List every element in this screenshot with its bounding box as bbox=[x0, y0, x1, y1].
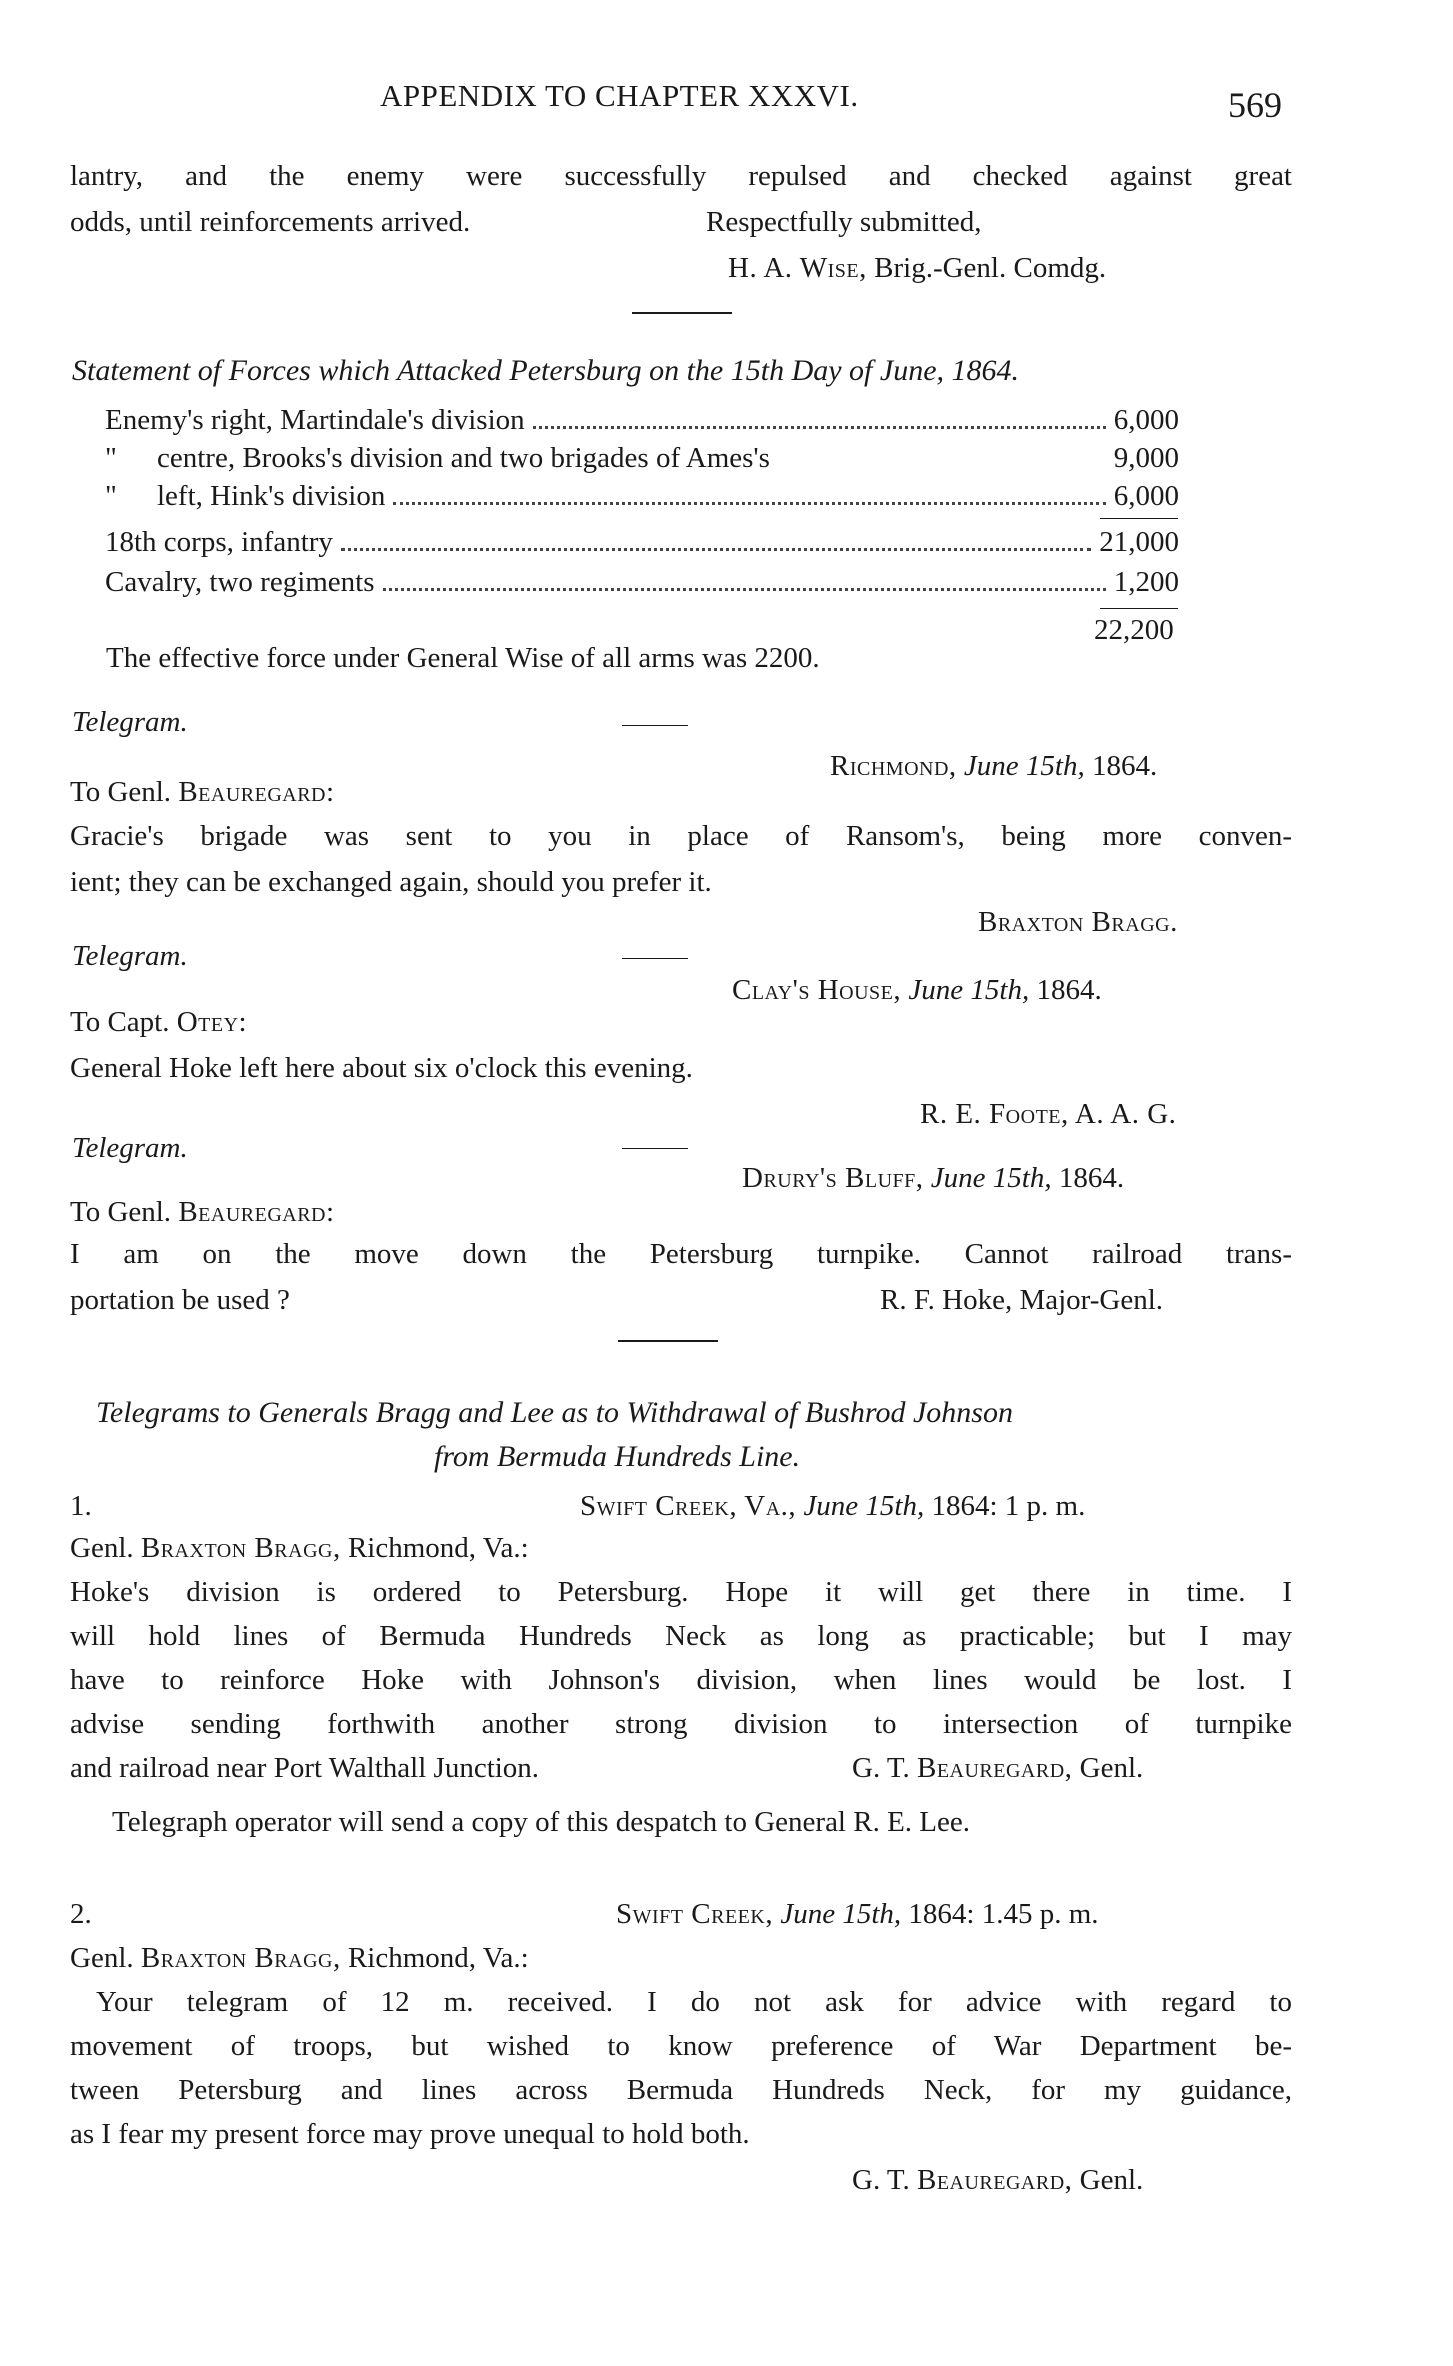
telegram-place: Richmond, bbox=[830, 750, 957, 782]
signature-name: Beauregard, bbox=[916, 2164, 1073, 2196]
signature-rank: Major-Genl. bbox=[1019, 1284, 1164, 1316]
telegram-divider bbox=[622, 958, 688, 959]
message-line: will hold lines of Bermuda Hundreds Neck as long as practicable; but I may bbox=[70, 1620, 1292, 1652]
message-time: 1864: 1.45 p. m. bbox=[908, 1898, 1099, 1930]
leader-dots bbox=[383, 588, 1106, 591]
section-divider bbox=[618, 1340, 718, 1342]
message-line: as I fear my present force may prove unequal to hold both. bbox=[70, 2118, 750, 2150]
forces-label: Enemy's right, Martindale's division bbox=[105, 404, 525, 436]
message-line: Your telegram of 12 m. received. I do not ask for advice with regard to bbox=[96, 1986, 1292, 2018]
telegram-date: June 15th, bbox=[908, 974, 1030, 1006]
addressee-prefix: To Genl. bbox=[70, 776, 172, 808]
forces-value: 9,000 bbox=[1113, 442, 1179, 474]
ditto-mark: " bbox=[105, 442, 117, 474]
section-title: from Bermuda Hundreds Line. bbox=[434, 1440, 801, 1473]
section-divider bbox=[632, 312, 732, 314]
telegram-addressee bbox=[70, 1006, 247, 1039]
telegram-body: ient; they can be exchanged again, should you prefer it. bbox=[70, 866, 712, 898]
addressee-name: Beauregard: bbox=[178, 776, 335, 808]
telegram-signature: R. E. Foote, A. A. G. bbox=[920, 1098, 1177, 1130]
forces-label: centre, Brooks's division and two brigades of Ames's bbox=[157, 442, 770, 474]
telegram-addressee bbox=[70, 1196, 335, 1229]
report-line: odds, until reinforcements arrived. bbox=[70, 206, 471, 238]
telegram-place: Clay's House, bbox=[732, 974, 902, 1006]
sum-rule bbox=[1100, 518, 1178, 519]
forces-label: Cavalry, two regiments bbox=[105, 566, 375, 598]
forces-label: 18th corps, infantry bbox=[105, 526, 333, 558]
telegram-addressee bbox=[70, 776, 335, 809]
addressee-prefix: Genl. bbox=[70, 1532, 134, 1564]
message-addressee bbox=[70, 1532, 529, 1565]
signature-name: Beauregard, bbox=[916, 1752, 1073, 1784]
telegram-dateline bbox=[732, 974, 1102, 1007]
telegram-date: June 15th, bbox=[963, 750, 1085, 782]
effective-force: The effective force under General Wise of all arms was 2200. bbox=[106, 642, 820, 674]
message-dateline bbox=[580, 1490, 1085, 1523]
addressee-name: Braxton Bragg, bbox=[140, 1532, 341, 1564]
message-line: and railroad near Port Walthall Junction. bbox=[70, 1752, 540, 1784]
telegram-body: I am on the move down the Petersburg turnpike. Cannot railroad trans- bbox=[70, 1238, 1292, 1270]
statement-title: Statement of Forces which Attacked Petersburg on the 15th Day of June, 1864. bbox=[72, 354, 1020, 387]
message-line: tween Petersburg and lines across Bermuda Hundreds Neck, for my guidance, bbox=[70, 2074, 1292, 2106]
addressee-prefix: Genl. bbox=[70, 1942, 134, 1974]
telegram-label: Telegram. bbox=[72, 706, 188, 738]
message-place: Swift Creek, Va., bbox=[580, 1490, 797, 1522]
message-postscript: Telegraph operator will send a copy of this despatch to General R. E. Lee. bbox=[112, 1806, 971, 1838]
forces-row bbox=[105, 442, 1179, 475]
addressee-suffix: Richmond, Va.: bbox=[347, 1532, 529, 1564]
message-line: advise sending forthwith another strong division to intersection of turnpike bbox=[70, 1708, 1292, 1740]
report-line: lantry, and the enemy were successfully repulsed and checked against great bbox=[70, 160, 1292, 192]
forces-row bbox=[105, 480, 1179, 513]
message-date: June 15th, bbox=[803, 1490, 925, 1522]
telegram-date: June 15th, bbox=[930, 1162, 1052, 1194]
forces-value: 1,200 bbox=[1113, 566, 1179, 598]
telegram-year: 1864. bbox=[1091, 750, 1158, 782]
page-number: 569 bbox=[1228, 85, 1282, 125]
section-title: Telegrams to Generals Bragg and Lee as to Withdrawal of Bushrod Johnson bbox=[96, 1396, 1013, 1429]
addressee-name: Otey: bbox=[176, 1006, 248, 1038]
signature-initials: G. T. bbox=[852, 2164, 910, 2196]
message-addressee bbox=[70, 1942, 529, 1975]
addressee-name: Braxton Bragg, bbox=[140, 1942, 341, 1974]
signature-initials: R. F. Hoke, bbox=[880, 1284, 1013, 1316]
telegram-divider bbox=[622, 725, 688, 726]
message-line: Hoke's division is ordered to Petersburg. Hope it will get there in time. I bbox=[70, 1576, 1292, 1608]
forces-row bbox=[105, 404, 1179, 437]
message-signature bbox=[852, 2164, 1143, 2197]
forces-value: 21,000 bbox=[1099, 526, 1179, 558]
signature-rank: Genl. bbox=[1079, 2164, 1144, 2196]
forces-row bbox=[105, 526, 1179, 559]
message-number: 1. bbox=[70, 1490, 92, 1522]
telegram-place: Drury's Bluff, bbox=[742, 1162, 924, 1194]
message-line: movement of troops, but wished to know preference of War Department be- bbox=[70, 2030, 1292, 2062]
addressee-suffix: Richmond, Va.: bbox=[347, 1942, 529, 1974]
forces-row bbox=[105, 566, 1179, 599]
addressee-prefix: To Genl. bbox=[70, 1196, 172, 1228]
telegram-year: 1864. bbox=[1036, 974, 1102, 1006]
message-time: 1864: 1 p. m. bbox=[931, 1490, 1086, 1522]
telegram-year: 1864. bbox=[1058, 1162, 1125, 1194]
report-signature bbox=[728, 252, 1106, 285]
telegram-label: Telegram. bbox=[72, 1132, 188, 1164]
telegram-divider bbox=[622, 1148, 688, 1149]
forces-total: 22,200 bbox=[1094, 614, 1174, 646]
telegram-label: Telegram. bbox=[72, 940, 188, 972]
leader-dots bbox=[393, 502, 1105, 505]
message-line: have to reinforce Hoke with Johnson's division, when lines would be lost. I bbox=[70, 1664, 1292, 1696]
telegram-signature bbox=[880, 1284, 1163, 1317]
forces-value: 6,000 bbox=[1113, 404, 1179, 436]
telegram-body: Gracie's brigade was sent to you in place of Ransom's, being more conven- bbox=[70, 820, 1292, 852]
signature-name: H. A. Wise, bbox=[728, 252, 867, 284]
forces-value: 6,000 bbox=[1113, 480, 1179, 512]
telegram-body: General Hoke left here about six o'clock this evening. bbox=[70, 1052, 693, 1084]
message-signature bbox=[852, 1752, 1143, 1785]
signature-rank: Brig.-Genl. Comdg. bbox=[874, 252, 1107, 284]
report-closing: Respectfully submitted, bbox=[706, 206, 982, 238]
message-dateline bbox=[616, 1898, 1099, 1931]
leader-dots bbox=[533, 426, 1106, 429]
running-header: APPENDIX TO CHAPTER XXXVI. bbox=[380, 78, 859, 113]
signature-rank: Genl. bbox=[1079, 1752, 1144, 1784]
signature-initials: G. T. bbox=[852, 1752, 910, 1784]
addressee-prefix: To Capt. bbox=[70, 1006, 170, 1038]
telegram-dateline bbox=[742, 1162, 1124, 1195]
forces-label: left, Hink's division bbox=[157, 480, 386, 512]
message-number: 2. bbox=[70, 1898, 92, 1930]
message-place: Swift Creek, bbox=[616, 1898, 774, 1930]
addressee-name: Beauregard: bbox=[178, 1196, 335, 1228]
ditto-mark: " bbox=[105, 480, 117, 512]
telegram-signature: Braxton Bragg. bbox=[978, 906, 1178, 938]
telegram-body: portation be used ? bbox=[70, 1284, 290, 1316]
leader-dots bbox=[341, 548, 1091, 551]
message-date: June 15th, bbox=[780, 1898, 902, 1930]
telegram-dateline bbox=[830, 750, 1157, 783]
sum-rule bbox=[1100, 608, 1178, 609]
